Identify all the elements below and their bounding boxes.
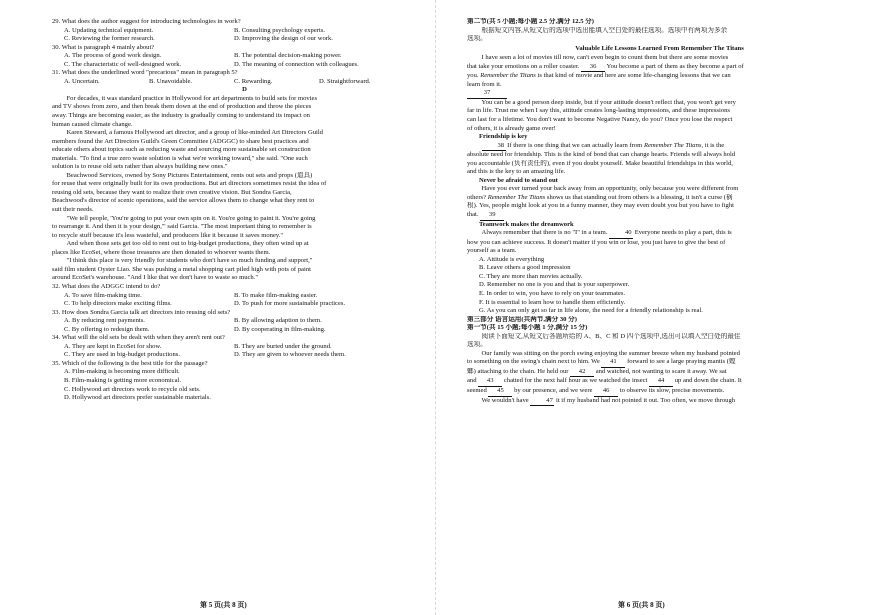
option: C. They are used in big-budget productions. bbox=[64, 351, 180, 359]
text: chatted for the next half hour as we watched the insect bbox=[503, 377, 648, 385]
passage-line: Have you ever turned your back away from an opportunity, only because you were different from bbox=[481, 185, 739, 193]
text: forward to see a large praying mantis (螳 bbox=[627, 358, 736, 366]
passage-line: of others, it is already game over! bbox=[467, 124, 556, 132]
text: We wouldn't have bbox=[481, 396, 529, 404]
passage-line: far in life. Trust me when I say this, attitude creates long-lasting impressions, and these impressions bbox=[467, 107, 730, 115]
blank-45[interactable]: 45 bbox=[488, 387, 512, 397]
passage-line bbox=[467, 229, 852, 239]
text: and bbox=[467, 377, 477, 385]
page-footer-right: 第 6 页(共 8 页) bbox=[618, 601, 665, 609]
blank-44[interactable]: 44 bbox=[649, 377, 673, 387]
section-d-heading: D bbox=[242, 86, 247, 94]
passage-line: and TV shows from zero, and then break them down at the end of production and throw the pieces bbox=[52, 103, 312, 111]
option: D. Hollywood art directors prefer sustainable materials. bbox=[64, 394, 211, 402]
question-34: 34. What will the old sets be dealt with when they aren't rent out? bbox=[52, 334, 225, 342]
passage-line bbox=[467, 142, 852, 152]
option: B. Leave others a good impression bbox=[479, 264, 571, 272]
option: C. Rewarding. bbox=[234, 77, 273, 85]
right-page bbox=[467, 18, 852, 406]
blank-46[interactable]: 46 bbox=[594, 387, 618, 397]
text: that. bbox=[467, 211, 479, 219]
cloze-line bbox=[467, 368, 852, 378]
text: is that kind of movie and here are some life-changing lessons that we can bbox=[537, 72, 731, 80]
section-2-header: 第二节(共 5 小题;每小题 2.5 分,满分 12.5 分) bbox=[467, 18, 594, 25]
option: E. In order to win, you have to rely on your teammates. bbox=[479, 289, 626, 297]
movie-title: Remember the Titans bbox=[480, 72, 536, 80]
cloze-line bbox=[467, 397, 852, 407]
option: F. It is essential to learn how to handle them efficiently. bbox=[479, 298, 626, 306]
passage-line: learn from it. bbox=[467, 80, 502, 88]
passage-line: reusing old sets, because they want to realize their own creative vision. But Sondra Garcia, bbox=[52, 188, 292, 196]
passage-line: absolute need for friendship. This is the kind of bond that can change hearts. Friends will always hold bbox=[467, 151, 736, 159]
text: , it is the bbox=[701, 141, 725, 149]
passage-line bbox=[467, 72, 852, 81]
blank-43[interactable]: 43 bbox=[478, 377, 502, 387]
text: it if my husband had not pointed it out. Too often, we move through bbox=[556, 396, 736, 404]
blank-40[interactable]: 40 bbox=[609, 229, 633, 239]
passage-line: You can be a good person deep inside, but if your attitude doesn't reflect that, you won't get very bbox=[481, 98, 736, 106]
option: B. Film-making is getting more economical. bbox=[64, 376, 182, 384]
passage-line: I have seen a lot of movies till now, can't even begin to count them but there are some movies bbox=[481, 54, 729, 62]
option: B. They are buried under the ground. bbox=[234, 342, 332, 350]
option: C. They are more than movies actually. bbox=[479, 272, 583, 280]
passage-line: solution is to reuse old sets rather than always building new ones." bbox=[52, 163, 228, 171]
section-1-header: 第一节(共 15 小题;每小题 1 分,满分 15 分) bbox=[467, 324, 588, 332]
passage-line: how you can achieve success. It doesn't matter if you win or lose, you just have to give the best of bbox=[467, 238, 726, 246]
q34-options-row2 bbox=[52, 351, 437, 360]
blank-47[interactable]: 47 bbox=[530, 397, 554, 407]
q29-options-row1 bbox=[52, 27, 437, 36]
text: up and down the chain. It bbox=[674, 377, 742, 385]
passage-line: "We tell people, 'You're going to put your own spin on it. You're going to paint it. You're going bbox=[66, 214, 316, 222]
option: A. Uncertain. bbox=[64, 77, 100, 85]
passage-line: yourself as a team. bbox=[467, 247, 517, 255]
option: A. Attitude is everything bbox=[479, 255, 545, 263]
passage-line: Beachwood Services, owned by Sony Pictures Entertainment, rents out sets and props (道具) bbox=[66, 171, 313, 179]
subheading-friendship: Friendship is key bbox=[479, 133, 528, 141]
passage-line: away. Things are becoming easier, as the industry is gradually coming to understand its impact on bbox=[52, 112, 310, 120]
option: C. By offering to redesign them. bbox=[64, 325, 150, 333]
passage-line: Beachwood's director of scenic operations, said the service allows them to change what they rent to bbox=[52, 197, 315, 205]
option: B. Consulting psychology experts. bbox=[234, 26, 326, 34]
passage-line: And when those sets get too old to rent out to big-budget productions, they often wind up at bbox=[66, 240, 309, 248]
text: others? bbox=[467, 193, 487, 201]
passage-line: for reuse that were originally built for its own productions. But art directors sometimes resist the idea of bbox=[52, 180, 327, 188]
option: C. The characteristic of well-designed work. bbox=[64, 60, 182, 68]
option: C. To help directors make exciting films. bbox=[64, 300, 172, 308]
passage-line: members found the Art Directors Guild's Green Committee (ADGGC) to share best practices and bbox=[52, 137, 309, 145]
passage-line: materials. "To find a true zero waste solution is what we're working toward," she said. "One such bbox=[52, 154, 308, 162]
cloze-line: Our family was sitting on the porch swing enjoying the summer breeze when my husband pointed bbox=[481, 349, 740, 357]
part-3-header: 第三部分 语言运用(共两节,满分 30 分) bbox=[467, 315, 577, 323]
option: D. Remember no one is you and that is your superpower. bbox=[479, 281, 630, 289]
option: A. To save film-making time. bbox=[64, 291, 142, 299]
passage-line bbox=[467, 211, 852, 221]
question-30: 30. What is paragraph 4 mainly about? bbox=[52, 43, 155, 51]
passage-line: suit their needs. bbox=[52, 206, 94, 214]
q32-options-row1 bbox=[52, 292, 437, 301]
passage-line: and this is the key to an amazing life. bbox=[467, 168, 566, 176]
passage-title: Valuable Life Lessons Learned From Remember The Titans bbox=[575, 44, 744, 52]
option: D. By cooperating in film-making. bbox=[234, 325, 326, 333]
option: D. Improving the design of our work. bbox=[234, 35, 333, 43]
passage-line: around EcoSet's warehouse. "And I like that we don't have to waste so much." bbox=[52, 274, 259, 282]
passage-line: Karen Steward, a famous Hollywood art director, and a group of like-minded Art Directors Guild bbox=[66, 129, 323, 137]
blank-line bbox=[467, 89, 852, 99]
subheading-teamwork: Teamwork makes the dreamwork bbox=[479, 220, 574, 228]
text: 螂) attaching to the chain. He held our bbox=[467, 367, 569, 375]
text: and watched, not wanting to scare it away. We sat bbox=[595, 367, 727, 375]
q34-options-row1 bbox=[52, 343, 437, 352]
option: B. Unavoidable. bbox=[149, 77, 193, 85]
cloze-line bbox=[467, 377, 852, 387]
blank-36[interactable]: 36 bbox=[581, 63, 605, 73]
passage-line: can last for a lifetime. You don't want to become Negative Nancy, do you? Once you lose the respect bbox=[467, 116, 733, 124]
option: A. They are kept in EcoSet for show. bbox=[64, 342, 162, 350]
blank-42[interactable]: 42 bbox=[570, 368, 594, 378]
page-footer-left: 第 5 页(共 8 页) bbox=[200, 601, 247, 609]
text: shows us that standing out from others is a blessing, it isn't a curse (祸 bbox=[546, 193, 733, 201]
left-page bbox=[52, 18, 437, 403]
text: that take your emotions on a roller coaster. bbox=[467, 62, 580, 70]
text: to something on the swing's chain next to him. We bbox=[467, 358, 600, 366]
cloze-line bbox=[467, 358, 852, 368]
question-32: 32. What does the ADGGC intend to do? bbox=[52, 282, 161, 290]
text: Everyone needs to play a part, this is bbox=[634, 229, 732, 237]
question-31: 31. What does the underlined word "precarious" mean in paragraph 5? bbox=[52, 69, 238, 77]
q29-options-row2 bbox=[52, 35, 437, 44]
passage-line: to recycle stuff because it's less wasteful, and producers like it because it saves money." bbox=[52, 231, 284, 239]
q33-options-row1 bbox=[52, 317, 437, 326]
passage-line: you accountable (负有责任的), even if you doubt yourself. Make beautiful friendships in this world, bbox=[467, 159, 733, 167]
subheading-stand-out: Never be afraid to stand out bbox=[479, 176, 558, 184]
section-1-instructions: 选项。 bbox=[467, 341, 487, 349]
option: B. To make film-making easier. bbox=[234, 291, 318, 299]
movie-title: Remember The Titans bbox=[487, 193, 546, 201]
option: D. They are given to whoever needs them. bbox=[234, 351, 346, 359]
question-29: 29. What does the author suggest for introducing technologies in work? bbox=[52, 18, 241, 25]
option: C. Reviewing the former research. bbox=[64, 35, 155, 43]
option: D. Straightforward. bbox=[319, 77, 371, 85]
text: You become a part of them as they become a part of bbox=[606, 62, 744, 70]
passage-line: to rearrange it. And then it is your design,'" said Garcia. "The most important thing to remember is bbox=[52, 223, 312, 231]
section-2-instructions: 根据短文内容,从短文后的选项中选出能填入空白处的最佳选项。选项中有两项为多余 bbox=[481, 26, 728, 34]
option: B. The potential decision-making power. bbox=[234, 52, 342, 60]
cloze-line bbox=[467, 387, 852, 397]
passage-line: places like EcoSet, where those treasures are then donated to whoever wants them. bbox=[52, 248, 271, 256]
option: D. To push for more sustainable practices. bbox=[234, 300, 346, 308]
blank-37[interactable]: 37 bbox=[467, 89, 507, 99]
q32-options-row2 bbox=[52, 300, 437, 309]
blank-39[interactable]: 39 bbox=[480, 211, 504, 221]
q30-options-row2 bbox=[52, 61, 437, 70]
movie-title: Remember The Titans bbox=[643, 141, 702, 149]
option: G. As you can only get so far in life alone, the need for a friendly relationship is real. bbox=[479, 307, 703, 315]
q31-options bbox=[52, 78, 437, 87]
option: A. The process of good work design. bbox=[64, 52, 162, 60]
question-35: 35. Which of the following is the best title for the passage? bbox=[52, 359, 208, 367]
section-1-instructions: 阅读下面短文,从短文后各题所给的 A、B、C 和 D 四个选项中,选出可以填入空白处的最佳 bbox=[481, 332, 741, 340]
q30-options-row1 bbox=[52, 52, 437, 61]
text: If there is one thing that we can actually learn from bbox=[507, 141, 643, 149]
option: A. Film-making is becoming more difficult. bbox=[64, 368, 180, 376]
section-2-instructions: 选项。 bbox=[467, 35, 487, 43]
blank-38[interactable]: 38 bbox=[482, 142, 506, 152]
text: to observe its slow, precise movements. bbox=[619, 386, 725, 394]
option: C. Hollywood art directors work to recycle old sets. bbox=[64, 385, 201, 393]
blank-41[interactable]: 41 bbox=[601, 358, 625, 368]
passage-line: educate others about topics such as reducing waste and sourcing more sustainable set construction bbox=[52, 146, 311, 154]
passage-line: 根). Yes, people might look at you in a funny manner, they may even doubt you but you have to fight bbox=[467, 202, 734, 210]
text: you. bbox=[467, 72, 479, 80]
passage-line: human caused climate change. bbox=[52, 120, 133, 128]
text: seemed bbox=[467, 386, 487, 394]
passage-line bbox=[467, 194, 852, 203]
passage-line: said film student Oyster Liao. She was pushing a metal shopping cart piled high with pots of paint bbox=[52, 265, 311, 273]
question-33: 33. How does Sondra Garcia talk art directors into reusing old sets? bbox=[52, 308, 231, 316]
passage-line: For decades, it was standard practice in Hollywood for art departments to build sets for movies bbox=[66, 94, 318, 102]
option: A. Updating technical equipment. bbox=[64, 26, 154, 34]
option: A. By reducing rent payments. bbox=[64, 317, 145, 325]
option: D. The meaning of connection with colleagues. bbox=[234, 60, 359, 68]
q33-options-row2 bbox=[52, 326, 437, 335]
option: B. By allowing adaption to them. bbox=[234, 317, 322, 325]
passage-line bbox=[467, 63, 852, 73]
passage-line: "I think this place is very friendly for students who don't have so much funding and support," bbox=[66, 257, 313, 265]
text: Always remember that there is no "I" in a team. bbox=[481, 229, 608, 237]
text: by our presence, and we were bbox=[514, 386, 593, 394]
